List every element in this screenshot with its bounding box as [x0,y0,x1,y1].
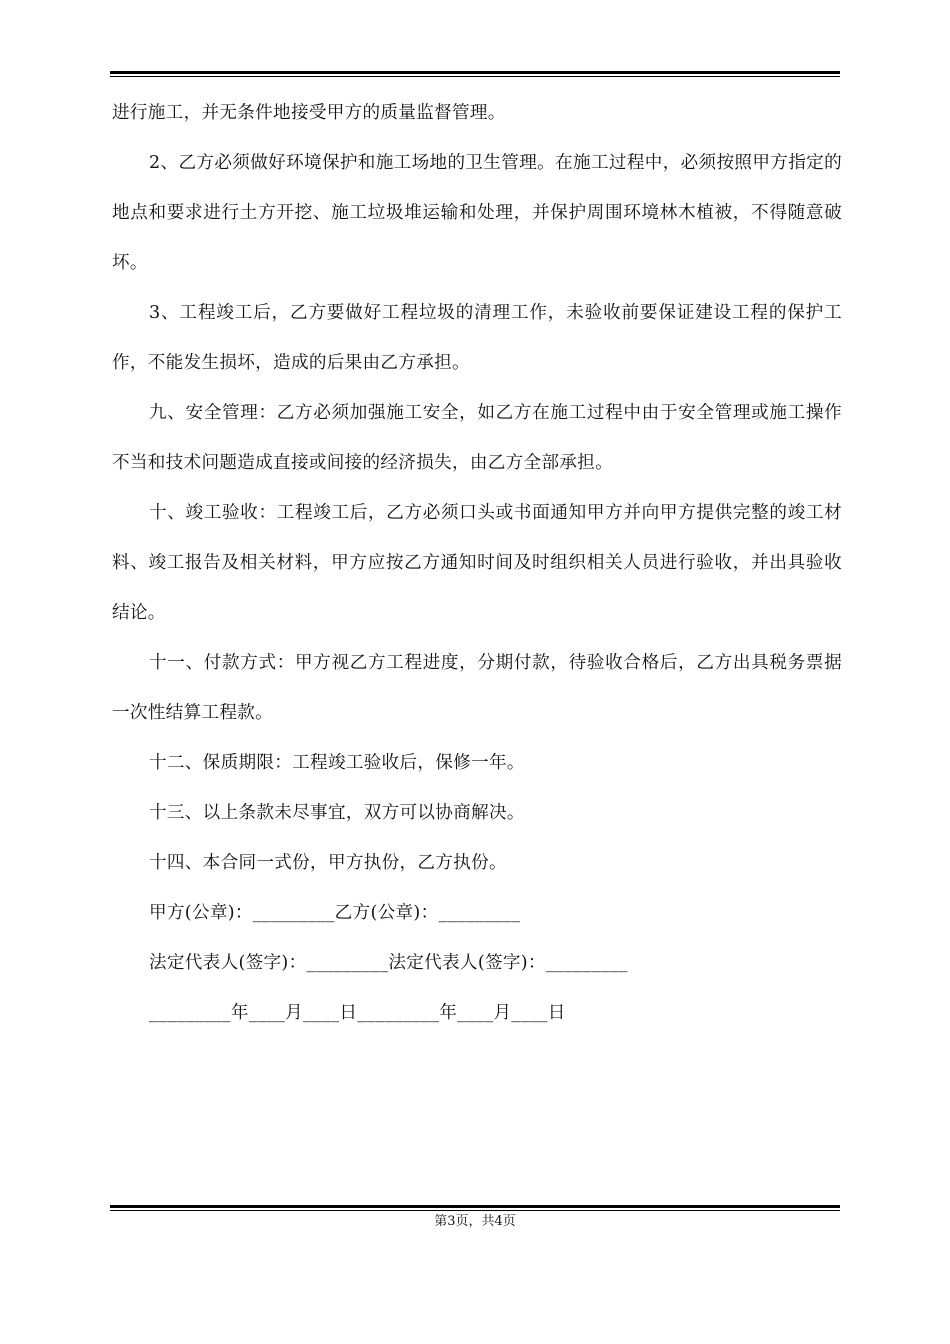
signature-representative-line: 法定代表人(签字)：_________法定代表人(签字)：_________ [149,953,628,973]
paragraph-completion-acceptance: 十、竣工验收：工程竣工后，乙方必须口头或书面通知甲方并向甲方提供完整的竣工材料、竣工报告及相关材料，甲方应按乙方通知时间及时组织相关人员进行验收，并出具验收结论。 [112,503,842,623]
paragraph-payment-method: 十一、付款方式：甲方视乙方工程进度，分期付款，待验收合格后，乙方出具税务票据一次性结算工程款。 [112,653,842,723]
paragraph-clause-3: 3、工程竣工后，乙方要做好工程垃圾的清理工作，未验收前要保证建设工程的保护工作，不能发生损坏，造成的后果由乙方承担。 [112,303,842,373]
paragraph-clause-2: 2、乙方必须做好环境保护和施工场地的卫生管理。在施工过程中，必须按照甲方指定的地点和要求进行土方开挖、施工垃圾堆运输和处理，并保护周围环境林木植被，不得随意破坏。 [112,153,842,273]
paragraph-warranty-period: 十二、保质期限：工程竣工验收后，保修一年。 [149,753,525,773]
signature-date-line: _________年____月____日_________年____月____日 [149,1003,566,1023]
paragraph-copies: 十四、本合同一式份，甲方执份，乙方执份。 [149,853,507,873]
paragraph-safety-management: 九、安全管理：乙方必须加强施工安全，如乙方在施工过程中由于安全管理或施工操作不当和技术问题造成直接或间接的经济损失，由乙方全部承担。 [112,403,842,473]
paragraph-other-matters: 十三、以上条款未尽事宜，双方可以协商解决。 [149,803,525,823]
footer-rule [110,1205,840,1208]
document-body [112,88,842,1038]
page-number: 第3页，共4页 [434,1214,516,1229]
header-rule [110,71,840,74]
signature-seal-line: 甲方(公章)：_________乙方(公章)：_________ [149,903,521,923]
paragraph-continuation: 进行施工，并无条件地接受甲方的质量监督管理。 [112,103,506,123]
